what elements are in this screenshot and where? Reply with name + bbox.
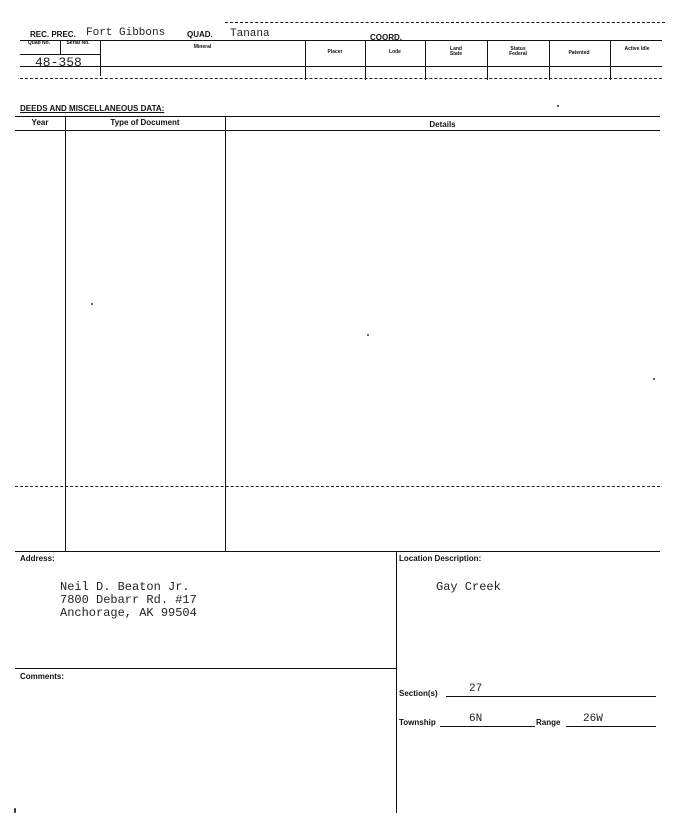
deeds-top-rule [15,116,660,117]
claim-col-div [610,40,611,80]
claim-col-div [549,40,550,80]
claim-col-div [305,40,306,80]
section-underline [446,696,656,697]
scan-speck [653,378,655,380]
active-idle-label: Active Idle [624,46,650,52]
claim-col-div [425,40,426,80]
address-line-3: Anchorage, AK 99504 [60,606,197,620]
township-value: 6N [469,713,483,725]
patented-label: Patented [568,50,590,56]
serial-no-label: Serial No. [66,40,90,46]
header-rule [20,40,662,41]
rec-prec-value: Fort Gibbons [86,27,166,39]
placer-label: Placer [327,49,343,55]
address-line-2: 7800 Debarr Rd. #17 [60,593,197,607]
mineral-label: Mineral [193,44,212,50]
scan-speck [557,105,559,107]
quad-label: QUAD. [187,30,213,39]
quad-value: Tanana [230,28,270,40]
range-value: 26W [583,713,603,725]
claim-col-div [100,40,101,76]
top-rule [225,22,665,23]
address-comments-rule [15,668,396,669]
claim-col-div [365,40,366,80]
section-label: Section(s) [399,689,438,698]
land-state-label: Land State [449,46,463,57]
status-federal-label: Status Federal [509,46,527,57]
claim-bottom-rule [20,66,662,67]
scan-speck [14,808,16,813]
claim-dashed-rule [20,78,662,79]
deeds-section-title: DEEDS AND MISCELLANEOUS DATA: [20,104,165,113]
location-label: Location Description: [399,554,482,563]
claim-col-div [487,40,488,80]
lode-label: Lode [389,49,401,55]
quad-serial-value: 48-358 [35,55,82,70]
township-underline [440,726,535,727]
range-underline [566,726,656,727]
col-details-header: Details [429,120,456,129]
claim-col-div [60,40,61,54]
deeds-dashed-rule [15,486,660,487]
range-label: Range [536,718,561,727]
comments-label: Comments: [20,672,65,681]
coord-label: COORD. [370,33,402,42]
township-label: Township [399,718,436,727]
scan-speck [367,334,369,336]
address-label: Address: [20,554,55,563]
address-location-divider [396,551,397,813]
deeds-header-rule [15,130,660,131]
location-value: Gay Creek [436,580,501,594]
col-type-header: Type of Document [110,118,180,127]
scan-speck [91,303,93,305]
col-year-header: Year [31,118,49,127]
quad-no-label: Quad No. [27,40,51,46]
deeds-bottom-rule [15,551,660,552]
section-value: 27 [469,683,483,695]
rec-prec-label: REC. PREC. [30,30,76,39]
address-line-1: Neil D. Beaton Jr. [60,580,190,594]
